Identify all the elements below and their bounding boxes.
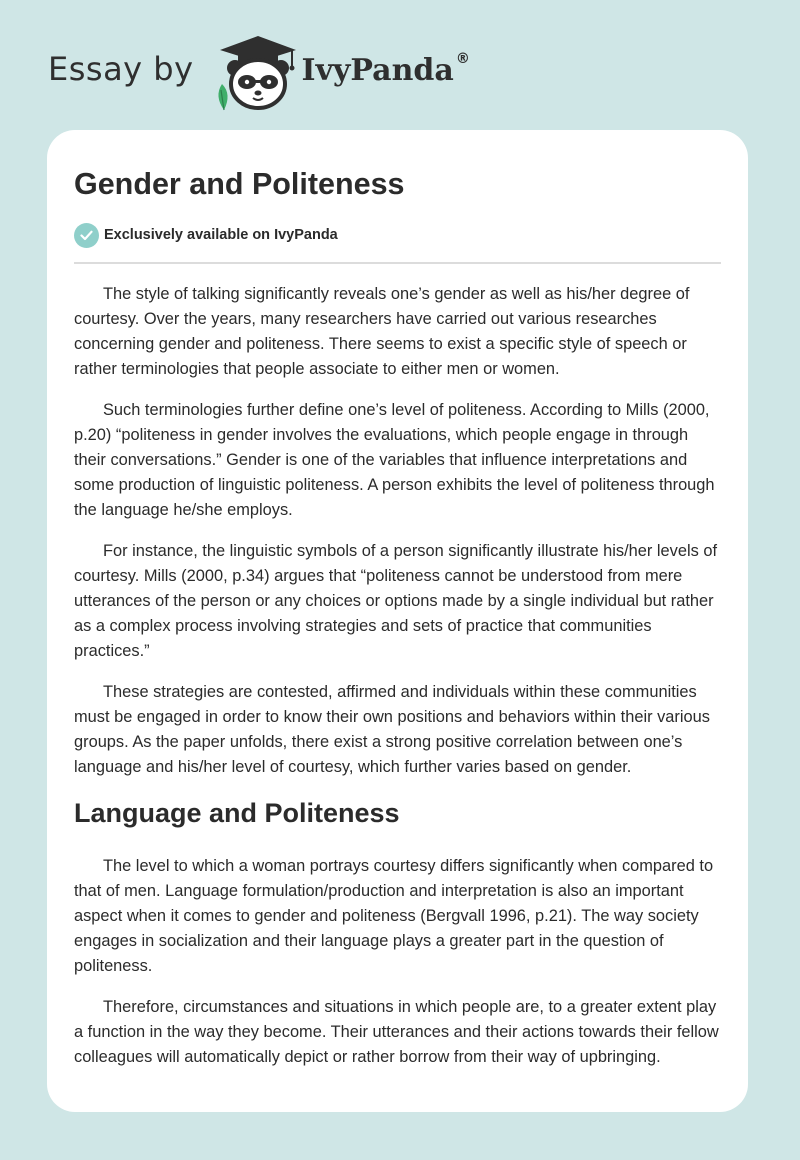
paragraph: Such terminologies further define one’s level of politeness. According to Mills (2000, p.20) “politeness in gender involves the evaluations, which people engage in through their conversations.” Gender is one of the variables that influence interpretations and some production of linguistic politeness. A person exhibits the level of politeness through the language he/she employs. bbox=[74, 401, 715, 519]
paragraph: For instance, the linguistic symbols of a person significantly illustrate his/her levels of courtesy. Mills (2000, p.34) argues that “politeness cannot be understood from mere utterances of the person or any choices or options made by a single individual but rather as a complex process involving strategies and sets of practice that communities practices.” bbox=[74, 542, 718, 660]
panda-graduate-logo-icon bbox=[208, 32, 302, 112]
paragraph: The level to which a woman portrays courtesy differs significantly when compared to that of men. Language formulation/production and interpretation is also an important aspect when it comes to gender and politeness (Bergvall 1996, p.21). The way society engages in socialization and their language plays a greater part in the question of politeness. bbox=[74, 857, 714, 975]
section-body bbox=[74, 854, 721, 1070]
paragraph: Therefore, circumstances and situations in which people are, to a greater extent play a function in the way they become. Their utterances and their actions towards their fellow colleagues will automatically depict or rather borrow from their way of upbringing. bbox=[74, 998, 719, 1066]
brand-prefix: Essay by bbox=[48, 50, 194, 88]
exclusive-text: Exclusively available on IvyPanda bbox=[104, 227, 338, 243]
section-heading: Language and Politeness bbox=[74, 798, 400, 828]
brand-name: IvyPanda ® bbox=[301, 50, 470, 88]
paragraph: These strategies are contested, affirmed and individuals within these communities must be engaged in order to know their own positions and behaviors within their various groups. As the paper unfolds, there exist a strong positive correlation between one’s language and his/her level of courtesy, which further varies based on gender. bbox=[74, 683, 710, 776]
essay-body bbox=[74, 282, 721, 780]
paragraph: The style of talking significantly reveals one’s gender as well as his/her degree of courtesy. Over the years, many researchers have carried out various researches concerning gender and politeness. There seems to exist a specific style of speech or rather terminologies that people associate to either men or women. bbox=[74, 285, 690, 378]
check-icon bbox=[74, 223, 99, 248]
divider bbox=[74, 262, 721, 264]
essay-title: Gender and Politeness bbox=[74, 167, 405, 201]
registered-mark: ® bbox=[455, 50, 470, 67]
essay-card bbox=[47, 130, 748, 1112]
site-brand[interactable] bbox=[48, 32, 470, 112]
exclusive-badge bbox=[74, 222, 721, 248]
